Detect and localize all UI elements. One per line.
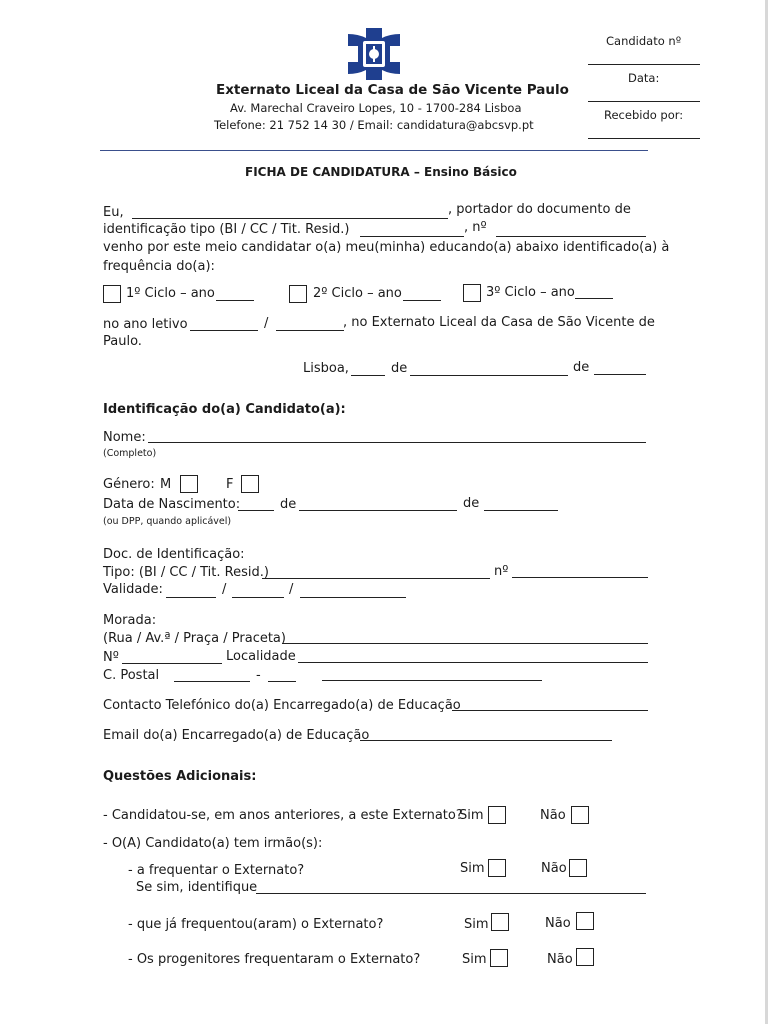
school-name: Externato Liceal da Casa de São Vicente Paulo [216,82,569,98]
validity-year-line[interactable] [300,597,406,598]
birth-de-2: de [463,496,480,511]
declaration-portador: , portador do documento de [448,202,631,217]
cycle-3-year-line[interactable] [575,298,613,299]
name-label: Nome: [103,430,146,445]
gender-f-label: F [226,477,234,492]
gender-f-checkbox[interactable] [241,475,259,493]
guardian-email-line[interactable] [360,740,612,741]
locality-label: Localidade [226,649,296,664]
cycle-1-year-line[interactable] [216,300,254,301]
school-address: Av. Marechal Craveiro Lopes, 10 - 1700-284 Lisboa [230,101,522,115]
guardian-phone-label: Contacto Telefónico do(a) Encarregado(a) de Educação [103,698,461,713]
office-date-label: Data: [628,71,660,85]
q3-nao-label: Não [547,952,573,967]
declaration-id-type: identificação tipo (BI / CC / Tit. Resid.) [103,222,350,237]
school-year-slash: / [264,316,269,331]
birth-de-1: de [280,497,297,512]
place-year-line[interactable] [594,374,646,375]
candidate-number-label: Candidato nº [606,34,682,48]
declaration-line4: frequência do(a): [103,259,215,274]
cycle-2-checkbox[interactable] [289,285,307,303]
doc-number-label: nº [494,564,509,579]
doc-number-line[interactable] [512,577,648,578]
declaration-no: , nº [464,220,487,235]
school-year-line2: Paulo. [103,334,142,349]
birth-year-line[interactable] [484,510,558,511]
gender-label: Género: [103,477,155,492]
name-note: (Completo) [103,448,157,459]
header-divider [100,150,648,151]
received-by-label: Recebido por: [604,108,684,122]
school-year-start-line[interactable] [190,330,258,331]
q1-sim-checkbox[interactable] [488,806,506,824]
validity-label: Validade: [103,582,163,597]
birth-month-line[interactable] [299,510,457,511]
guardian-email-label: Email do(a) Encarregado(a) de Educação [103,728,370,743]
postal-code-locality-line[interactable] [322,680,542,681]
question-1: - Candidatou-se, em anos anteriores, a este Externato? [103,808,463,823]
q2a-sim-label: Sim [460,861,485,876]
street-line[interactable] [282,643,648,644]
place-de-1: de [391,361,408,376]
question-2a: - a frequentar o Externato? [128,863,305,878]
place-month-line[interactable] [410,375,568,376]
name-line[interactable] [148,442,646,443]
candidate-number-line[interactable] [588,64,700,65]
cycle-3-checkbox[interactable] [463,284,481,302]
q2a-nao-label: Não [541,861,567,876]
declaration-eu: Eu, [103,205,124,220]
q1-nao-label: Não [540,808,566,823]
validity-month-line[interactable] [232,597,284,598]
school-crest-logo [346,26,402,82]
q3-sim-checkbox[interactable] [490,949,508,967]
q2b-sim-label: Sim [464,917,489,932]
locality-line[interactable] [298,662,648,663]
cycle-1-checkbox[interactable] [103,285,121,303]
declarant-id-number-line[interactable] [496,236,646,237]
birth-note: (ou DPP, quando aplicável) [103,516,232,527]
doc-type-label: Tipo: (BI / CC / Tit. Resid.) [103,565,269,580]
postal-code-prefix-line[interactable] [174,681,250,682]
declarant-id-type-line[interactable] [360,236,464,237]
q3-nao-checkbox[interactable] [576,948,594,966]
school-year-end-line[interactable] [276,330,344,331]
doc-label: Doc. de Identificação: [103,547,245,562]
q1-nao-checkbox[interactable] [571,806,589,824]
q2a-nao-checkbox[interactable] [569,859,587,877]
gender-m-label: M [160,477,172,492]
address-label: Morada: [103,613,157,628]
q1-sim-label: Sim [459,808,484,823]
cycle-2-label: 2º Ciclo – ano [313,286,402,301]
cycle-2-year-line[interactable] [403,300,441,301]
office-date-line[interactable] [588,101,700,102]
form-title: FICHA DE CANDIDATURA – Ensino Básico [245,165,517,179]
q3-sim-label: Sim [462,952,487,967]
postal-code-dash: - [256,668,261,683]
declaration-line3: venho por este meio candidatar o(a) meu(minha) educando(a) abaixo identificado(a) à [103,240,670,255]
q2a-sim-checkbox[interactable] [488,859,506,877]
cycle-1-label: 1º Ciclo – ano [126,286,215,301]
received-by-line[interactable] [588,138,700,139]
q2a-identify-label: Se sim, identifique [136,880,258,895]
q2b-sim-checkbox[interactable] [491,913,509,931]
validity-slash-2: / [289,582,294,597]
validity-slash-1: / [222,582,227,597]
guardian-phone-line[interactable] [452,710,648,711]
school-contacts: Telefone: 21 752 14 30 / Email: candidatura@abcsvp.pt [214,118,534,132]
school-year-suffix: , no Externato Liceal da Casa de São Vicente de [343,315,655,330]
birth-date-label: Data de Nascimento: [103,497,241,512]
birth-day-line[interactable] [238,510,274,511]
place-city: Lisboa, [303,361,349,376]
cycle-3-label: 3º Ciclo – ano [486,285,575,300]
q2b-nao-label: Não [545,916,571,931]
school-year-prefix: no ano letivo [103,317,188,332]
address-number-line[interactable] [122,663,222,664]
doc-type-line[interactable] [262,578,490,579]
q2b-nao-checkbox[interactable] [576,912,594,930]
question-3: - Os progenitores frequentaram o Externato? [128,952,421,967]
gender-m-checkbox[interactable] [180,475,198,493]
candidate-section-heading: Identificação do(a) Candidato(a): [103,402,346,417]
q2a-identify-line[interactable] [256,893,646,894]
postal-code-label: C. Postal [103,668,160,683]
questions-heading: Questões Adicionais: [103,769,257,784]
place-de-2: de [573,360,590,375]
postal-code-suffix-line[interactable] [268,681,296,682]
place-day-line[interactable] [351,375,385,376]
declarant-name-line[interactable] [132,218,448,219]
address-number-label: Nº [103,650,119,665]
question-2: - O(A) Candidato(a) tem irmão(s): [103,836,323,851]
question-2b: - que já frequentou(aram) o Externato? [128,917,384,932]
validity-day-line[interactable] [166,597,216,598]
street-label: (Rua / Av.ª / Praça / Praceta) [103,631,286,646]
